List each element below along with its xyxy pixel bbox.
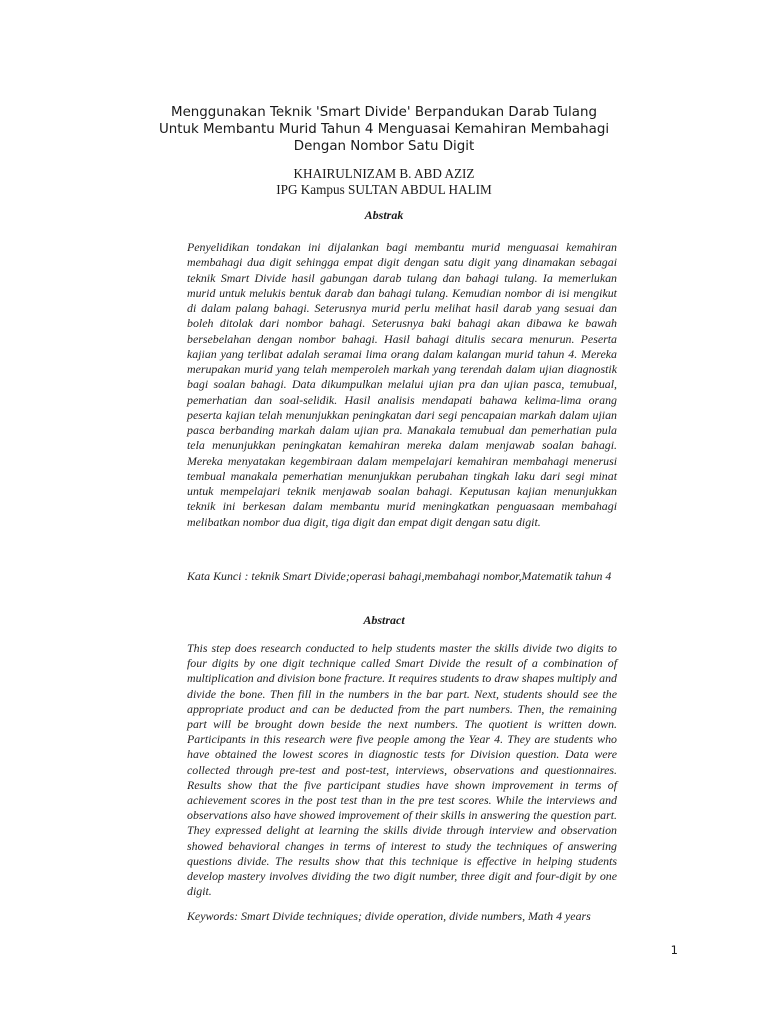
- paper-title: Menggunakan Teknik 'Smart Divide' Berpandukan Darab Tulang Untuk Membantu Murid Tahun 4 Menguasai Kemahiran Membahagi Dengan Nombor Satu Digit: [158, 105, 610, 154]
- abstract-heading: Abstract: [363, 613, 405, 627]
- author-block: [150, 166, 618, 198]
- kata-kunci: Kata Kunci : teknik Smart Divide;operasi bahagi,membahagi nombor,Matematik tahun 4: [187, 569, 612, 583]
- keywords: Keywords: Smart Divide techniques; divide operation, divide numbers, Math 4 years: [187, 909, 591, 923]
- author-name: KHAIRULNIZAM B. ABD AZIZ: [293, 166, 475, 181]
- abstract-body: This step does research conducted to help students master the skills divide two digits to four digits by one digit technique called Smart Divide the result of a combination of multiplication and division bone fracture. It requires students to draw shapes multiply and divide the bone. Then fill in the numbers in the bar part. Next, students should see the appropriate product and can be deducted from the part numbers. Then, the remaining part will be brought down beside the next numbers. The quotient is written down. Participants in this research were five people among the Year 4. They are students who have obtained the lowest scores in diagnostic tests for Division question. Data were collected through pre-test and post-test, interviews, observations and questionnaires. Results show that the five participant studies have shown improvement in terms of achievement scores in the post test than in the pre test scores. While the interviews and observations also have showed improvement of their skills in answering the question part. They expressed delight at learning the skills divide through interview and observation showed behavioral changes in terms of interest to study the techniques of answering questions divide. The results show that this technique is effective in helping students develop mastery involves dividing the two digit number, three digit and four-digit by one digit.: [187, 641, 617, 899]
- page-number: 1: [670, 943, 678, 957]
- abstrak-heading: Abstrak: [364, 208, 404, 222]
- author-affiliation: IPG Kampus SULTAN ABDUL HALIM: [276, 182, 492, 197]
- abstrak-body: Penyelidikan tondakan ini dijalankan bagi membantu murid menguasai kemahiran membahagi dua digit sehingga empat digit dengan satu digit yang dinamakan sebagai teknik Smart Divide hasil gabungan darab tulang dan bahagi tulang. Ia memerlukan murid untuk melukis bentuk darab dan bahagi tulang. Kemudian nombor di isi mengikut di dalam palang bahagi. Seterusnya murid perlu melihat hasil darab yang sesuai dan boleh ditolak dari nombor bahagi. Seterusnya baki bahagi akan dibawa ke bawah bersebelahan dengan nombor bahagi. Hasil bahagi ditulis secara menurun. Peserta kajian yang terlibat adalah seramai lima orang dalam kalangan murid tahun 4. Mereka merupakan murid yang telah memperoleh markah yang terendah dalam ujian diagnostik bagi soalan bahagi. Data dikumpulkan melalui ujian pra dan ujian pasca, temubual, pemerhatian dan soal-selidik. Hasil analisis mendapati bahawa kelima-lima orang peserta kajian telah menunjukkan peningkatan dari segi pencapaian markah dalam ujian pasca berbanding markah dalam ujian pra. Manakala temubual dan pemerhatian pula tela menunjukkan peningkatan kemahiran mereka dalam menjawab soalan bahagi. Mereka menyatakan kegembiraan dalam mempelajari kemahiran membahagi menerusi tembual manakala pemerhatian menunjukkan perubahan tingkah laku dari segi minat untuk mempelajari teknik menjawab soalan bahagi. Keputusan kajian menunjukkan teknik ini berkesan dalam membantu murid meningkatkan penguasaan membahagi melibatkan nombor dua digit, tiga digit dan empat digit dengan satu digit.: [187, 240, 617, 529]
